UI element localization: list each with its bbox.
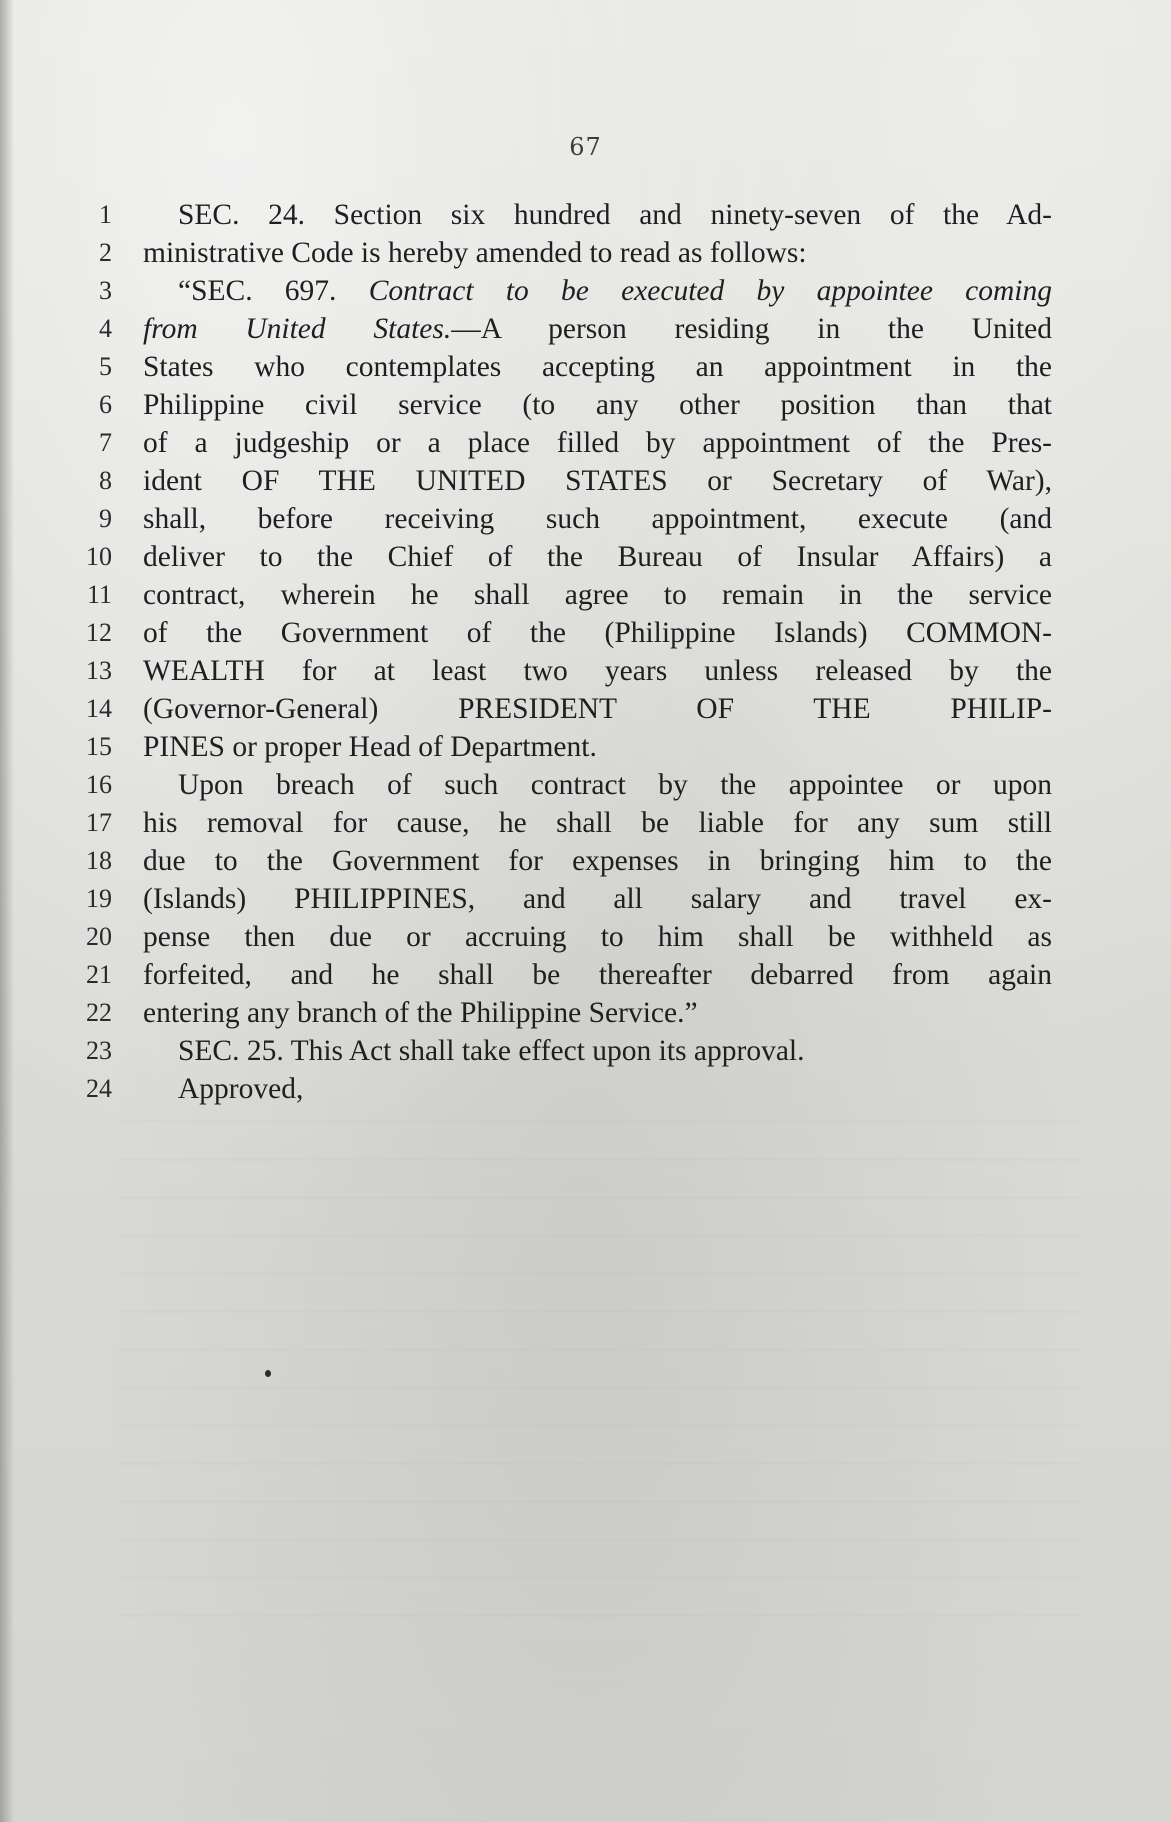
line-text (178, 1032, 805, 1070)
line-number: 7 (99, 428, 112, 457)
text-line (80, 310, 1052, 348)
page-edge-shadow (0, 0, 14, 1822)
line-text (143, 500, 1052, 538)
text-segment: Approved, (178, 1073, 304, 1105)
line-text (143, 652, 1052, 690)
text-line (80, 424, 1052, 462)
text-line (80, 690, 1052, 728)
line-text (143, 614, 1052, 652)
text-segment: due to the Government for expenses in bringing him to the (143, 845, 1052, 877)
line-number: 5 (99, 352, 112, 381)
line-text (143, 310, 1052, 348)
line-number: 11 (86, 580, 112, 609)
line-number: 8 (99, 466, 112, 495)
text-line (80, 804, 1052, 842)
line-text (143, 424, 1052, 462)
page-number: 67 (569, 133, 602, 161)
bleed-through-text (120, 1120, 1080, 1620)
text-line (80, 614, 1052, 652)
text-segment: shall, before receiving such appointment, execute (and (143, 503, 1052, 535)
text-line (80, 880, 1052, 918)
line-number: 6 (99, 390, 112, 419)
line-number: 21 (86, 960, 112, 989)
line-text (143, 918, 1052, 956)
text-line (80, 728, 1052, 766)
line-number: 19 (86, 884, 112, 913)
text-segment: his removal for cause, he shall be liable for any sum still (143, 807, 1052, 839)
line-text (143, 348, 1052, 386)
text-segment: entering any branch of the Philippine Service.” (143, 997, 698, 1029)
text-line (80, 462, 1052, 500)
text-segment: deliver to the Chief of the Bureau of Insular Affairs) a (143, 541, 1052, 573)
text-segment: of the Government of the (Philippine Islands) COMMON- (143, 617, 1052, 649)
text-segment: of a judgeship or a place filled by appointment of the Pres- (143, 427, 1052, 459)
line-text (143, 386, 1052, 424)
line-text (143, 576, 1052, 614)
line-text (143, 880, 1052, 918)
text-segment: Philippine civil service (to any other position than that (143, 389, 1052, 421)
text-segment: SEC. 24. Section six hundred and ninety-seven of the Ad- (178, 199, 1052, 231)
text-segment: SEC. 25. This Act shall take effect upon its approval. (178, 1035, 805, 1067)
text-line (80, 196, 1052, 234)
text-line (80, 956, 1052, 994)
line-number: 4 (99, 314, 112, 343)
line-number: 1 (99, 200, 112, 229)
line-number: 2 (99, 238, 112, 267)
line-text (143, 956, 1052, 994)
line-number: 10 (86, 542, 112, 571)
line-text (143, 538, 1052, 576)
line-text (143, 462, 1052, 500)
line-number: 16 (86, 770, 112, 799)
ink-speck (265, 1370, 271, 1377)
line-number: 9 (99, 504, 112, 533)
line-number: 13 (86, 656, 112, 685)
text-line (80, 538, 1052, 576)
text-line (80, 576, 1052, 614)
line-text (143, 994, 698, 1032)
line-number: 3 (99, 276, 112, 305)
text-segment: ministrative Code is hereby amended to read as follows: (143, 237, 807, 269)
text-line (80, 652, 1052, 690)
italic-text-segment: from United States. (143, 313, 452, 345)
text-line (80, 500, 1052, 538)
line-text (178, 1070, 303, 1108)
act-text-block (80, 196, 1052, 1108)
text-segment: PINES or proper Head of Department. (143, 731, 597, 763)
line-number: 18 (86, 846, 112, 875)
text-line (80, 1032, 1052, 1070)
text-line (80, 1070, 1052, 1108)
text-line (80, 842, 1052, 880)
line-number: 12 (86, 618, 112, 647)
text-segment: —A person residing in the United (451, 313, 1052, 345)
text-segment: pense then due or accruing to him shall be withheld as (143, 921, 1052, 953)
text-line (80, 766, 1052, 804)
line-number: 20 (86, 922, 112, 951)
text-segment: ident OF THE UNITED STATES or Secretary of War), (143, 465, 1052, 497)
line-number: 15 (86, 732, 112, 761)
line-number: 17 (86, 808, 112, 837)
text-segment: WEALTH for at least two years unless released by the (143, 655, 1052, 687)
line-number: 22 (86, 998, 112, 1027)
text-segment: “SEC. 697. (178, 275, 369, 307)
line-text (178, 196, 1052, 234)
text-segment: contract, wherein he shall agree to remain in the service (143, 579, 1052, 611)
text-segment: States who contemplates accepting an appointment in the (143, 351, 1052, 383)
text-line (80, 348, 1052, 386)
text-line (80, 918, 1052, 956)
text-segment: (Governor-General) PRESIDENT OF THE PHILIP- (143, 693, 1052, 725)
line-number: 24 (86, 1074, 112, 1103)
text-segment: (Islands) PHILIPPINES, and all salary and travel ex- (143, 883, 1052, 915)
line-text (178, 272, 1052, 310)
italic-text-segment: Contract to be executed by appointee coming (368, 275, 1052, 307)
line-text (143, 728, 597, 766)
line-text (143, 690, 1052, 728)
line-text (143, 842, 1052, 880)
text-segment: Upon breach of such contract by the appointee or upon (178, 769, 1052, 801)
line-number: 23 (86, 1036, 112, 1065)
line-number: 14 (86, 694, 112, 723)
line-text (178, 766, 1052, 804)
text-line (80, 272, 1052, 310)
line-text (143, 804, 1052, 842)
text-line (80, 234, 1052, 272)
text-line (80, 994, 1052, 1032)
text-segment: forfeited, and he shall be thereafter debarred from again (143, 959, 1052, 991)
text-line (80, 386, 1052, 424)
line-text (143, 234, 807, 272)
